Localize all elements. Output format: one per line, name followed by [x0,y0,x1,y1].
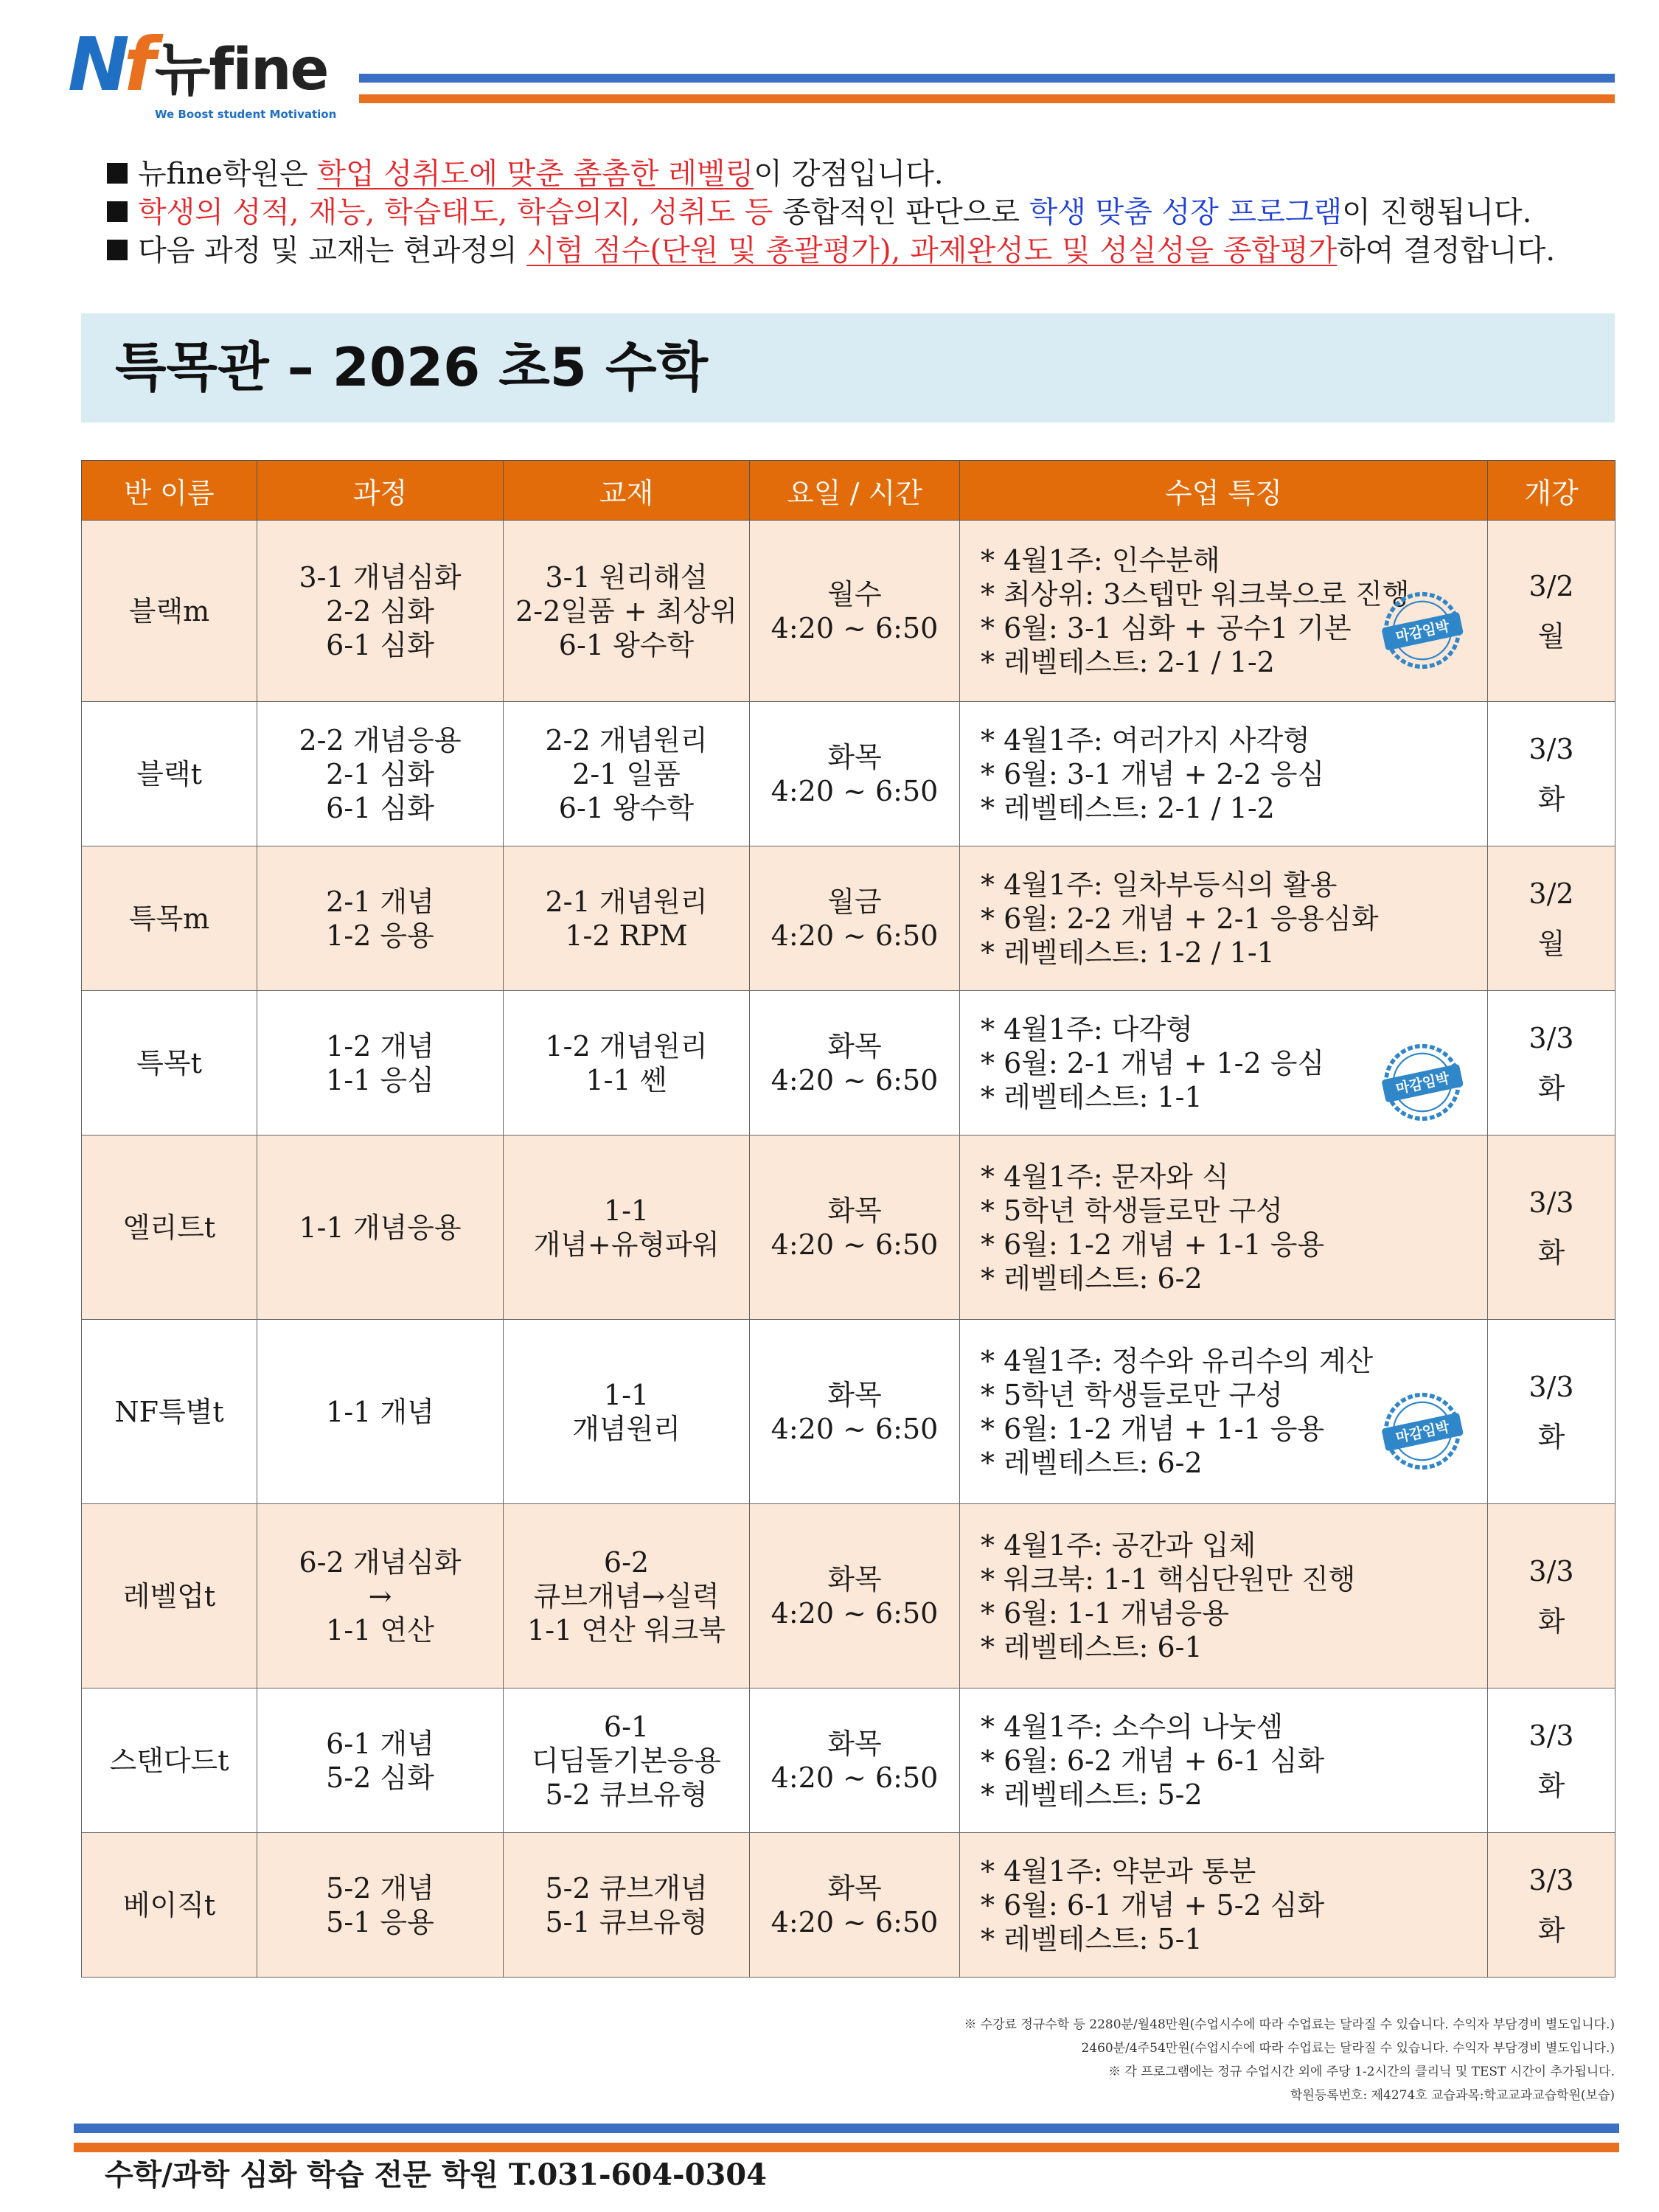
header-schedule: 요일 / 시간 [750,461,960,521]
table-row [82,1833,1615,1978]
class-time: 4:20 ~ 6:50 [771,611,939,644]
cell-line: * 레벨테스트: 6-1 [981,1630,1203,1663]
start-date-cell [1488,1688,1615,1833]
cell-line: 3-1 개념심화 [299,560,462,594]
note-line: ※ 수강료 정규수학 등 2280분/월48만원(수업시수에 따라 수업료는 달라질 수 있습니다. 수익자 부담경비 별도입니다.) [964,2017,1615,2032]
class-name-cell: 엘리트t [82,1135,257,1320]
course-cell [257,846,504,991]
class-days: 화목 [827,1727,882,1760]
features-cell [960,1504,1488,1688]
cell-line: 6-1 개념 [326,1727,434,1760]
title-banner [81,313,1615,422]
cell-line: * 5학년 학생들로만 구성 [981,1194,1283,1227]
cell-line: 1-1 개념 [326,1395,434,1428]
cell-line: * 6월: 3-1 심화 + 공수1 기본 [981,611,1352,644]
cell-line: * 레벨테스트: 5-2 [981,1778,1203,1811]
class-name-cell: 레벨업t [82,1504,257,1688]
cell-line: 1-1 쎈 [585,1063,667,1096]
cell-line: 5-2 큐브유형 [545,1778,708,1811]
start-date-cell [1488,1320,1615,1504]
class-time: 4:20 ~ 6:50 [771,1063,939,1096]
cell-line: 6-2 [603,1545,650,1579]
cell-line: 1-2 개념원리 [545,1029,708,1062]
cell-line: * 5학년 학생들로만 구성 [981,1378,1283,1411]
bullet-square-icon [107,163,128,184]
cell-line: 3-1 원리해설 [545,560,708,594]
class-time: 4:20 ~ 6:50 [771,1596,939,1630]
cell-line: * 레벨테스트: 6-2 [981,1262,1203,1295]
cell-line: 1-2 개념 [326,1029,434,1062]
cell-line: * 6월: 1-2 개념 + 1-1 응용 [981,1412,1325,1445]
header-stripe-orange [359,94,1615,103]
cell-line: * 6월: 6-1 개념 + 5-2 심화 [981,1888,1325,1921]
schedule-cell [750,702,960,846]
cell-line: * 4월1주: 공간과 입체 [981,1528,1256,1562]
class-days: 월수 [827,577,882,611]
intro-text-segment: 시험 점수(단원 및 총괄평가), 과제완성도 및 성실성을 종합평가 [526,234,1338,268]
course-cell [257,521,504,702]
cell-line: 6-1 심화 [326,791,434,824]
cell-line: 2-2 개념원리 [545,723,708,757]
textbook-cell [504,1504,750,1688]
cell-line: * 최상위: 3스텝만 워크북으로 진행 [981,577,1410,611]
cell-line: * 6월: 2-1 개념 + 1-2 응심 [981,1046,1325,1079]
start-date: 3/3 [1528,732,1574,765]
features-cell [960,702,1488,846]
start-weekday: 월 [1537,619,1565,653]
course-cell [257,1135,504,1320]
features-cell [960,1688,1488,1833]
start-date: 3/3 [1528,1719,1574,1752]
intro-text-segment: 학업 성취도에 맞춘 촘촘한 레벨링 [317,157,754,191]
start-date-cell [1488,1504,1615,1688]
cell-line: * 6월: 1-1 개념응용 [981,1596,1229,1630]
note-line: 2460분/4주54만원(수업시수에 따라 수업료는 달라질 수 있습니다. 수익자 부담경비 별도입니다.) [1081,2041,1615,2056]
table-row [82,521,1615,702]
start-date: 3/3 [1528,1021,1574,1054]
start-weekday: 화 [1537,782,1565,815]
cell-line: 5-2 큐브개념 [545,1871,708,1905]
cell-line: 큐브개념→실력 [533,1579,720,1613]
class-time: 4:20 ~ 6:50 [771,774,939,807]
table-row [82,1135,1615,1320]
intro-text-segment: 이 진행됩니다. [1342,195,1532,229]
header-stripe-blue [359,74,1615,83]
textbook-cell [504,702,750,846]
cell-line: 디딤돌기본응용 [532,1744,721,1777]
logo-brand-name: 뉴fine [155,37,328,103]
textbook-cell [504,1320,750,1504]
cell-line: * 레벨테스트: 1-2 / 1-1 [981,936,1275,969]
schedule-cell [750,1504,960,1688]
footer-contact: 수학/과학 심화 학습 전문 학원 T.031-604-0304 [105,2157,767,2192]
start-weekday: 화 [1537,1236,1565,1269]
class-days: 화목 [827,1562,882,1596]
class-schedule-table [81,460,1615,1978]
class-days: 화목 [827,1378,882,1411]
table-header-row [82,461,1615,521]
note-line: 학원등록번호: 제4274호 교습과목:학교교과교습학원(보습) [1290,2088,1615,2103]
stamp-label: 마감임박 [1394,617,1451,645]
cell-line: * 워크북: 1-1 핵심단원만 진행 [981,1562,1356,1596]
course-cell [257,1688,504,1833]
course-cell [257,1833,504,1978]
textbook-cell [504,1135,750,1320]
cell-line: 6-1 심화 [326,628,434,661]
start-date: 3/2 [1528,877,1574,910]
class-name-cell: 특목m [82,846,257,991]
class-days: 화목 [827,1194,882,1227]
cell-line: * 레벨테스트: 2-1 / 1-2 [981,645,1275,678]
deadline-stamp-icon [1381,589,1464,672]
start-date: 3/3 [1528,1863,1574,1896]
cell-line: 2-2 개념응용 [299,723,462,757]
start-date: 3/3 [1528,1370,1574,1403]
cell-line: * 4월1주: 여러가지 사각형 [981,723,1310,757]
cell-line: 2-1 개념원리 [545,885,708,918]
logo-tagline: We Boost student Motivation [155,108,337,121]
intro-line [107,155,944,193]
course-cell [257,702,504,846]
table-row [82,702,1615,846]
intro-text-segment: 이 강점입니다. [754,157,944,191]
page-title: 특목관 – 2026 초5 수학 [115,336,709,398]
intro-text-segment: 학생 맞춤 성장 프로그램 [1029,195,1343,229]
course-cell [257,991,504,1135]
bullet-square-icon [107,201,128,222]
cell-line: * 6월: 2-2 개념 + 2-1 응용심화 [981,902,1379,935]
start-weekday: 화 [1537,1769,1565,1802]
intro-text-segment: 뉴fine학원은 [138,157,318,191]
intro-line [107,193,1531,232]
start-weekday: 월 [1537,927,1565,960]
cell-line: 1-1 연산 [326,1613,434,1646]
header-start-date: 개강 [1488,461,1615,521]
class-time: 4:20 ~ 6:50 [771,1228,939,1261]
features-cell [960,1320,1488,1504]
course-cell [257,1504,504,1688]
cell-line: * 4월1주: 문자와 식 [981,1160,1229,1193]
start-date-cell [1488,702,1615,846]
cell-line: 1-1 [603,1378,650,1411]
footer-stripe-orange [74,2143,1619,2152]
cell-line: 5-2 개념 [326,1871,434,1905]
intro-text-segment: 종합적인 판단으로 [773,195,1029,229]
header-class-name: 반 이름 [82,461,257,521]
table-row [82,1504,1615,1688]
intro-text-segment: 학생의 성적, 재능, 학습태도, 학습의지, 성취도 등 [138,195,773,229]
table-row [82,991,1615,1135]
bullet-square-icon [107,240,128,260]
cell-line: 6-1 왕수학 [558,628,695,661]
cell-line: * 4월1주: 정수와 유리수의 계산 [981,1344,1374,1377]
textbook-cell [504,991,750,1135]
table-row [82,846,1615,991]
features-cell [960,1833,1488,1978]
intro-text-segment: 다음 과정 및 교재는 현과정의 [138,234,527,268]
intro-text-segment: 하여 결정합니다. [1337,234,1556,268]
schedule-cell [750,846,960,991]
cell-line: 2-1 일품 [572,757,681,790]
cell-line: 2-2일품 + 최상위 [515,594,737,627]
schedule-cell [750,1135,960,1320]
features-cell [960,1135,1488,1320]
textbook-cell [504,1688,750,1833]
cell-line: 개념원리 [572,1412,681,1445]
class-name-cell: 블랙m [82,521,257,702]
textbook-cell [504,1833,750,1978]
textbook-cell [504,846,750,991]
table-row [82,1320,1615,1504]
cell-line: 2-2 심화 [326,594,434,627]
cell-line: 1-1 개념응용 [299,1211,462,1244]
table-row [82,1688,1615,1833]
cell-line: 5-2 심화 [326,1761,434,1794]
cell-line: * 레벨테스트: 6-2 [981,1446,1203,1479]
start-date-cell [1488,1135,1615,1320]
start-date: 3/3 [1528,1186,1574,1219]
cell-line: 2-1 개념 [326,885,434,918]
cell-line: * 4월1주: 다각형 [981,1012,1193,1046]
header-course: 과정 [257,461,504,521]
class-days: 월금 [827,885,882,918]
start-weekday: 화 [1537,1913,1565,1947]
logo-mark: Nf [68,21,150,108]
start-weekday: 화 [1537,1604,1565,1638]
cell-line: 6-1 [603,1710,650,1743]
start-weekday: 화 [1537,1071,1565,1105]
cell-line: 1-1 응심 [326,1063,434,1096]
class-name-cell: NF특별t [82,1320,257,1504]
cell-line: 5-1 큐브유형 [545,1905,708,1938]
class-time: 4:20 ~ 6:50 [771,1412,939,1445]
cell-line: 5-1 응용 [326,1905,434,1938]
schedule-cell [750,521,960,702]
class-days: 화목 [827,1029,882,1062]
class-name-cell: 특목t [82,991,257,1135]
start-weekday: 화 [1537,1420,1565,1453]
header-features: 수업 특징 [960,461,1488,521]
cell-line: * 4월1주: 약분과 통분 [981,1854,1256,1888]
note-line: ※ 각 프로그램에는 정규 수업시간 외에 주당 1-2시간의 클리닉 및 TEST 시간이 추가됩니다. [1108,2065,1615,2079]
start-date: 3/2 [1528,569,1574,602]
cell-line: 6-1 왕수학 [558,791,695,824]
features-cell [960,991,1488,1135]
footer-stripe-blue [74,2124,1619,2133]
cell-line: * 4월1주: 소수의 나눗셈 [981,1710,1284,1743]
start-date-cell [1488,846,1615,991]
cell-line: * 4월1주: 인수분해 [981,543,1220,577]
cell-line: 개념+유형파워 [533,1228,720,1261]
class-days: 화목 [827,740,882,773]
deadline-stamp-icon [1381,1041,1464,1124]
textbook-cell [504,521,750,702]
header-textbook: 교재 [504,461,750,521]
deadline-stamp-icon [1381,1390,1464,1472]
class-name-cell: 베이직t [82,1833,257,1978]
start-date-cell [1488,521,1615,702]
cell-line: 2-1 심화 [326,757,434,790]
course-cell [257,1320,504,1504]
cell-line: * 6월: 1-2 개념 + 1-1 응용 [981,1228,1325,1261]
intro-line [107,232,1555,270]
schedule-cell [750,1688,960,1833]
start-date-cell [1488,1833,1615,1978]
academy-logo [68,21,337,139]
cell-line: * 레벨테스트: 1-1 [981,1080,1203,1113]
class-time: 4:20 ~ 6:50 [771,919,939,952]
start-date: 3/3 [1528,1554,1574,1587]
cell-line: 1-1 연산 워크북 [527,1613,726,1646]
class-time: 4:20 ~ 6:50 [771,1761,939,1794]
cell-line: 1-2 RPM [565,919,688,952]
cell-line: * 4월1주: 일차부등식의 활용 [981,868,1338,901]
cell-line: * 레벨테스트: 2-1 / 1-2 [981,791,1275,824]
start-date-cell [1488,991,1615,1135]
schedule-cell [750,1833,960,1978]
class-name-cell: 스탠다드t [82,1688,257,1833]
cell-line: * 6월: 3-1 개념 + 2-2 응심 [981,757,1325,790]
cell-line: → [368,1579,392,1613]
features-cell [960,521,1488,702]
stamp-label: 마감임박 [1394,1418,1451,1446]
cell-line: 1-1 [603,1194,650,1227]
class-time: 4:20 ~ 6:50 [771,1905,939,1938]
class-name-cell: 블랙t [82,702,257,846]
class-days: 화목 [827,1871,882,1905]
schedule-cell [750,1320,960,1504]
cell-line: 6-2 개념심화 [299,1545,462,1579]
cell-line: * 6월: 6-2 개념 + 6-1 심화 [981,1744,1325,1777]
cell-line: * 레벨테스트: 5-1 [981,1922,1203,1955]
cell-line: 1-2 응용 [326,919,434,952]
features-cell [960,846,1488,991]
stamp-label: 마감임박 [1394,1069,1451,1097]
schedule-cell [750,991,960,1135]
